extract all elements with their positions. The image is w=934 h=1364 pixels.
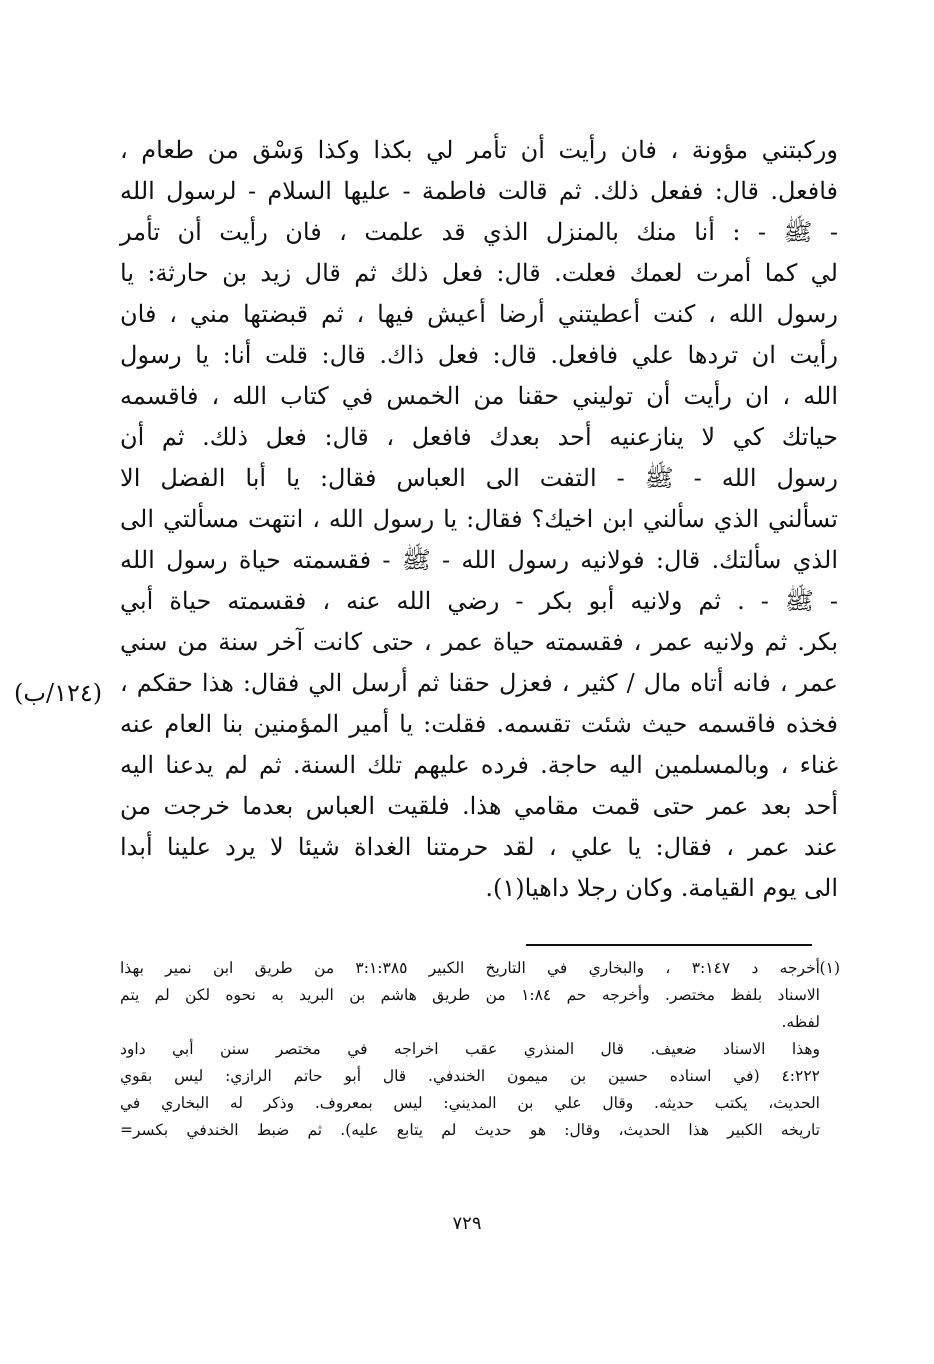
footnote-divider <box>526 944 812 946</box>
page-number: ٧٢٩ <box>452 1213 482 1234</box>
footnote-number: (١) <box>819 959 840 977</box>
text-line: عند عمر ، فقال: يا علي ، لقد حرمتنا الغداة شيئا لا يرد علينا أبدا <box>120 833 838 861</box>
footnote-line: لفظه. <box>781 1013 820 1031</box>
footnote-line: وهذا الاسناد ضعيف. قال المنذري عقب اخراجه في مختصر سنن أبي داود <box>120 1040 820 1058</box>
text-line: الى يوم القيامة. وكان رجلا داهيا(١). <box>485 874 838 902</box>
text-line: فافعل. قال: ففعل ذلك. ثم قالت فاطمة - عليها السلام - لرسول الله <box>120 177 838 205</box>
text-line: أحد بعد عمر حتى قمت مقامي هذا. فلقيت العباس بعدما خرجت من <box>120 792 838 820</box>
text-line: حياتك كي لا ينازعنيه أحد بعدك فافعل ، قال: فعل ذلك. ثم أن <box>120 423 838 451</box>
footnote-line: تاريخه الكبير هذا الحديث، وقال: هو حديث لم يتابع عليه). ثم ضبط الخندفي بكسر= <box>120 1121 820 1139</box>
footnote-line: أخرجه د ٣:١٤٧ ، والبخاري في التاريخ الكبير ٣:١:٣٨٥ من طريق ابن نمير بهذا <box>120 959 820 977</box>
footnote-line: ٤:٢٢٢ (في اسناده حسين بن ميمون الخندفي. قال أبو حاتم الرازي: ليس بقوي <box>120 1067 820 1085</box>
text-line: فخذه فاقسمه حيث شئت تقسمه. فقلت: يا أمير المؤمنين بنا العام عنه <box>120 710 838 738</box>
text-line: - ﷺ - . ثم ولانيه أبو بكر - رضي الله عنه ، فقسمته حياة أبي <box>120 587 838 615</box>
text-line: - ﷺ - : أنا منك بالمنزل الذي قد علمت ، فان رأيت أن تأمر <box>120 218 838 246</box>
main-text-block <box>120 130 838 909</box>
footnote-line: الحديث، يكتب حديثه. وقال علي بن المديني: ليس بمعروف. وذكر له البخاري في <box>120 1094 820 1112</box>
text-line: بكر. ثم ولانيه عمر ، فقسمته حياة عمر ، حتى كانت آخر سنة من سني <box>120 628 838 656</box>
text-line: ورکبتني مؤونة ، فان رأيت أن تأمر لي بكذا وكذا وَسْق من طعام ، <box>120 136 838 164</box>
footnotes-block <box>120 955 840 1144</box>
text-line: عمر ، فانه أتاه مال / كثير ، فعزل حقنا ثم أرسل الي فقال: هذا حقكم ، <box>120 669 838 697</box>
text-line: غناء ، وبالمسلمين اليه حاجة. فرده عليهم تلك السنة. ثم لم يدعنا اليه <box>120 751 838 779</box>
footnote-line: الاسناد بلفظ مختصر. وأخرجه حم ١:٨٤ من طريق هاشم بن البريد به نحوه لكن لم يتم <box>120 986 820 1004</box>
text-line: رسول الله ، كنت أعطيتني أرضا أعيش فيها ، ثم قبضتها مني ، فان <box>120 300 838 328</box>
text-line: الذي سألتك. قال: فولانيه رسول الله - ﷺ - فقسمته حياة رسول الله <box>120 546 838 574</box>
folio-margin-note: (١٢٤/ب) <box>14 679 103 707</box>
text-line: رأيت ان تردها علي فافعل. قال: فعل ذاك. قال: قلت أنا: يا رسول <box>120 341 838 369</box>
text-line: رسول الله - ﷺ - التفت الى العباس فقال: يا أبا الفضل الا <box>120 464 838 492</box>
text-line: تسألني الذي سألني ابن اخيك؟ فقال: يا رسول الله ، انتهت مسألتي الى <box>120 505 838 533</box>
text-line: لي كما أمرت لعمك فعلت. قال: فعل ذلك ثم قال زيد بن حارثة: يا <box>120 259 838 287</box>
text-line: الله ، ان رأيت أن توليني حقنا من الخمس في كتاب الله ، فاقسمه <box>120 382 838 410</box>
footnote-first-line-wrap <box>120 955 840 982</box>
